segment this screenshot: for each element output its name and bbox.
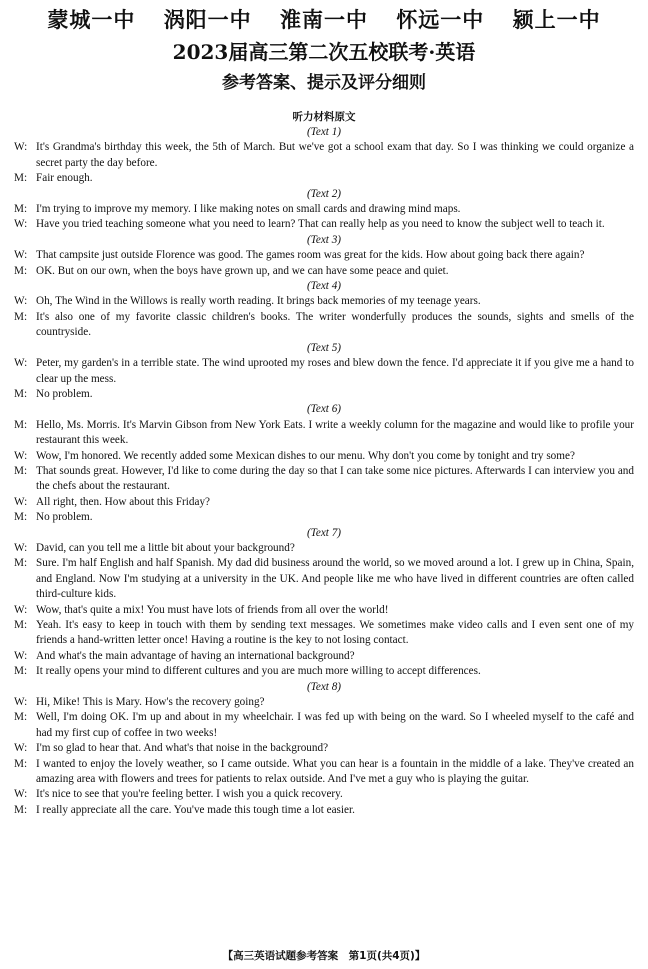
dialogue-line xyxy=(14,556,634,602)
speech-text: No problem. xyxy=(36,511,93,524)
speech-text: Have you tried teaching someone what you need to learn? That can really help as you need to know the subject well to teach it. xyxy=(36,218,605,231)
text-label: (Text 2) xyxy=(306,187,342,200)
speech-text: David, can you tell me a little bit about your background? xyxy=(36,541,295,554)
speaker-label: M: xyxy=(14,511,28,524)
speech-text: Peter, my garden's in a terrible state. The wind uprooted my roses and blew down the fence. I'd appreciate it if you give me a hand to clear up the mess. xyxy=(36,357,634,385)
speaker-label: M: xyxy=(14,757,28,770)
speech-text: Yeah. It's easy to keep in touch with them by sending text messages. We sometimes make video calls and I even sent one of my friends a hand-written letter once! Having a routine is the key to not losing contact. xyxy=(36,619,634,647)
transcript-text-block xyxy=(14,125,634,187)
speech-text: I'm trying to improve my memory. I like making notes on small cards and drawing mind maps. xyxy=(36,203,461,216)
speaker-label: M: xyxy=(14,619,28,631)
speech-text: It's also one of my favorite classic children's books. The writer wonderfully produces the sounds, sights and smells of the countryside. xyxy=(36,310,634,339)
school-names xyxy=(14,6,634,34)
text-label: (Text 6) xyxy=(306,403,342,416)
speech-text: All right, then. How about this Friday? xyxy=(36,495,211,508)
document-subtitle: 参考答案、提示及评分细则 xyxy=(222,73,426,93)
transcript-text-block xyxy=(14,233,634,279)
speaker-label: W: xyxy=(14,696,28,709)
dialogue-line xyxy=(14,449,634,464)
dialogue-line xyxy=(14,248,634,263)
speech-text: OK. But on our own, when the boys have grown up, and we can have some peace and quiet. xyxy=(36,264,449,277)
text-label: (Text 4) xyxy=(306,280,342,293)
dialogue-line xyxy=(14,387,634,402)
dialogue-line xyxy=(14,618,634,649)
speech-text: That campsite just outside Florence was good. The games room was great for the kids. How about going back there again? xyxy=(36,249,585,262)
dialogue-line xyxy=(14,695,634,710)
speech-text: Wow, I'm honored. We recently added some Mexican dishes to our menu. Why don't you come by tonight and try some? xyxy=(36,449,575,462)
speaker-label: M: xyxy=(14,711,28,724)
speaker-label: W: xyxy=(14,603,28,616)
dialogue-line xyxy=(14,264,634,279)
speaker-label: M: xyxy=(14,172,28,185)
transcript-text-block xyxy=(14,279,634,341)
speech-text: It's nice to see that you're feeling better. I wish you a quick recovery. xyxy=(36,788,343,801)
dialogue-line xyxy=(14,356,634,387)
speaker-label: W: xyxy=(14,541,28,554)
listening-transcript xyxy=(14,125,634,818)
speech-text: I'm so glad to hear that. And what's that noise in the background? xyxy=(36,742,329,755)
speaker-label: W: xyxy=(14,449,28,462)
speech-text: I wanted to enjoy the lovely weather, so I came outside. What you can hear is a fountain in the middle of a lake. They've created an amazing area with flowers and trees for patients to relax outside. And I've met a guy who is playing the guitar. xyxy=(36,757,634,786)
dialogue-line xyxy=(14,787,634,802)
speech-text: Oh, The Wind in the Willows is really worth reading. It brings back memories of my teenage years. xyxy=(36,295,481,308)
speaker-label: M: xyxy=(14,803,28,816)
section-title: 听力材料原文 xyxy=(292,111,356,123)
dialogue-line xyxy=(14,294,634,309)
dialogue-line xyxy=(14,510,634,525)
speaker-label: W: xyxy=(14,218,28,231)
dialogue-line xyxy=(14,541,634,556)
speaker-label: M: xyxy=(14,310,28,323)
speech-text: Fair enough. xyxy=(36,172,93,185)
transcript-text-block xyxy=(14,187,634,233)
transcript-text-block xyxy=(14,526,634,680)
speaker-label: W: xyxy=(14,495,28,508)
dialogue-line xyxy=(14,217,634,232)
speech-text: It's Grandma's birthday this week, the 5th of March. But we've got a school exam that day. So I was thinking we could organize a secret party the day before. xyxy=(36,141,634,169)
transcript-text-block xyxy=(14,402,634,525)
speaker-label: W: xyxy=(14,649,28,662)
speech-text: Well, I'm doing OK. I'm up and about in my wheelchair. I was fed up with being on the ward. So I wheeled myself to the café and had my first cup of coffee in two weeks! xyxy=(36,711,634,739)
speaker-label: W: xyxy=(14,295,28,308)
text-label: (Text 1) xyxy=(306,126,342,138)
text-label: (Text 3) xyxy=(306,233,342,246)
text-label: (Text 5) xyxy=(306,341,342,354)
dialogue-line xyxy=(14,495,634,510)
school-name: 涡阳一中 xyxy=(163,8,252,32)
speaker-label: W: xyxy=(14,141,28,154)
dialogue-line xyxy=(14,464,634,495)
school-name: 淮南一中 xyxy=(280,8,368,32)
speaker-label: M: xyxy=(14,464,28,477)
speech-text: And what's the main advantage of having an international background? xyxy=(36,649,355,662)
speaker-label: M: xyxy=(14,418,28,431)
dialogue-line xyxy=(14,140,634,171)
transcript-text-block xyxy=(14,680,634,819)
dialogue-line xyxy=(14,664,634,679)
speech-text: No problem. xyxy=(36,387,93,400)
school-name: 蒙城一中 xyxy=(47,8,136,32)
speaker-label: M: xyxy=(14,387,28,400)
school-name: 怀远一中 xyxy=(396,8,485,32)
dialogue-line xyxy=(14,803,634,818)
speaker-label: W: xyxy=(14,742,28,755)
text-label: (Text 7) xyxy=(306,526,342,539)
dialogue-line xyxy=(14,202,634,217)
page-footer: 【高三英语试题参考答案 第1页(共4页)】 xyxy=(222,950,426,962)
speaker-label: M: xyxy=(14,203,28,216)
exam-title: 2023届高三第二次五校联考·英语 xyxy=(172,40,476,64)
speech-text: Hello, Ms. Morris. It's Marvin Gibson from New York Eats. I write a weekly column for the magazine and would like to profile your restaurant this week. xyxy=(36,418,634,447)
dialogue-line xyxy=(14,710,634,741)
speech-text: Sure. I'm half English and half Spanish. My dad did business around the world, so we moved around a lot. I grew up in China, Spain, and England. Now I'm studying at a university in the UK. And people like me who have lived in different countries are often called third-culture kids. xyxy=(36,557,634,601)
speech-text: It really opens your mind to different cultures and you are much more willing to accept differences. xyxy=(36,665,481,678)
speech-text: Wow, that's quite a mix! You must have lots of friends from all over the world! xyxy=(36,603,389,616)
speech-text: Hi, Mike! This is Mary. How's the recovery going? xyxy=(36,696,265,709)
speaker-label: M: xyxy=(14,264,28,277)
speaker-label: W: xyxy=(14,788,28,801)
speech-text: That sounds great. However, I'd like to come during the day so that I can take some nice pictures. Afterwards I can interview you and the chefs about the restaurant. xyxy=(36,464,634,493)
dialogue-line xyxy=(14,603,634,618)
dialogue-line xyxy=(14,310,634,341)
speaker-label: M: xyxy=(14,557,28,570)
school-name: 颍上一中 xyxy=(512,8,601,32)
speaker-label: W: xyxy=(14,357,28,370)
dialogue-line xyxy=(14,418,634,449)
dialogue-line xyxy=(14,757,634,788)
speaker-label: M: xyxy=(14,665,28,678)
dialogue-line xyxy=(14,649,634,664)
dialogue-line xyxy=(14,171,634,186)
text-label: (Text 8) xyxy=(306,680,342,693)
transcript-text-block xyxy=(14,341,634,403)
dialogue-line xyxy=(14,741,634,756)
speaker-label: W: xyxy=(14,249,28,262)
speech-text: I really appreciate all the care. You've made this tough time a lot easier. xyxy=(36,803,355,816)
